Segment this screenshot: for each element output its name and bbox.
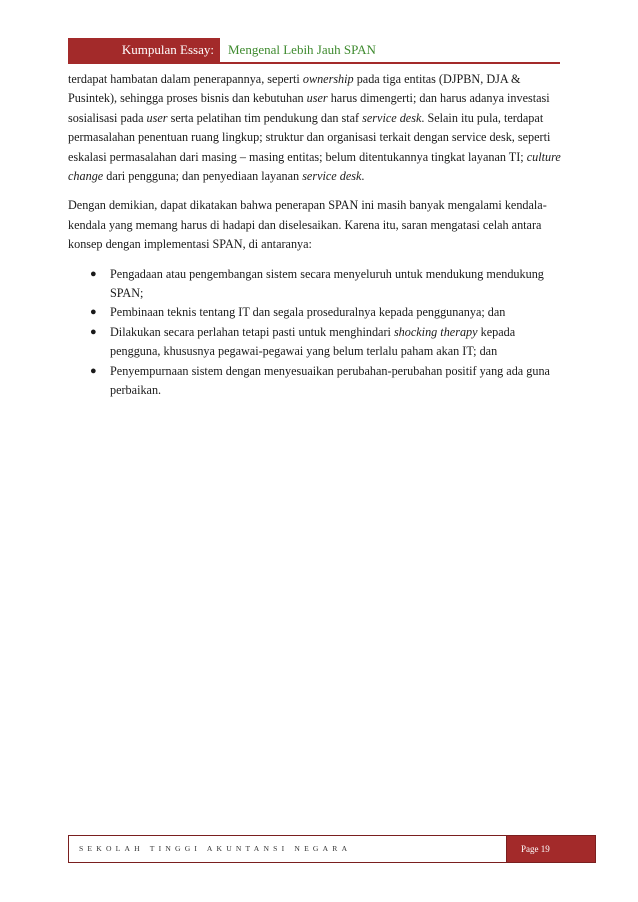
p1-text-6: dari pengguna; dan penyediaan layanan (103, 169, 303, 184)
list-item (68, 265, 562, 304)
bullet-icon: ● (90, 325, 97, 338)
p1-term-user-1: user (306, 91, 328, 106)
list-item-text-1: Dilakukan secara perlahan tetapi pasti untuk menghindari (110, 324, 394, 339)
suggestion-list (68, 265, 562, 401)
list-item-text: Pembinaan teknis tentang IT dan segala proseduralnya kepada penggunanya; dan (110, 305, 506, 320)
bullet-icon: ● (90, 267, 97, 280)
list-item (68, 362, 562, 401)
p1-term-service-desk-2: service desk (302, 169, 362, 184)
footer-institution: SEKOLAH TINGGI AKUNTANSI NEGARA (69, 836, 507, 862)
paragraph-2: Dengan demikian, dapat dikatakan bahwa penerapan SPAN ini masih banyak mengalami kendala-kendala yang memang harus di hadapi dan diselesaikan. Karena itu, saran mengatasi celah antara konsep dengan implementasi SPAN, di antaranya: (68, 198, 547, 252)
list-item-term-shocking-therapy: shocking therapy (393, 324, 478, 339)
paragraph-1 (68, 70, 562, 186)
p1-text-5: . Selain itu pula, terdapat permasalahan penentuan ruang lingkup; struktur dan organisasi terkait dengan service desk, seperti eskalasi permasalahan dari masing – masing entitas; belum ditentukannya tingkat layanan TI; (68, 110, 551, 164)
p1-term-culture-change: culture change (68, 149, 561, 184)
list-item (68, 323, 562, 362)
p1-text-3: harus dimengerti; dan harus adanya investasi sosialisasi pada (68, 91, 550, 125)
bullet-icon: ● (90, 306, 97, 319)
p1-text-4: serta pelatihan tim pendukung dan staf (167, 110, 363, 125)
bullet-icon: ● (90, 364, 97, 377)
list-item-text: Pengadaan atau pengembangan sistem secara menyeluruh untuk mendukung mendukung SPAN; (110, 266, 544, 301)
p1-text-1: terdapat hambatan dalam penerapannya, seperti (68, 72, 303, 86)
document-body (68, 70, 562, 401)
list-item-text: Penyempurnaan sistem dengan menyesuaikan perubahan-perubahan positif yang ada guna perbaikan. (110, 363, 550, 398)
p1-term-service-desk-1: service desk (362, 110, 422, 125)
page-number: Page 19 (507, 836, 595, 862)
header-subtitle: Mengenal Lebih Jauh SPAN (228, 42, 376, 57)
page-header (68, 38, 560, 62)
p1-term-user-2: user (146, 110, 168, 125)
header-divider (68, 62, 560, 64)
header-title-block: Kumpulan Essay: (68, 38, 220, 62)
p1-text-7: . (361, 169, 365, 184)
page-footer (68, 835, 596, 863)
p1-term-ownership: ownership (302, 72, 354, 86)
p1-text-2: pada tiga entitas (DJPBN, DJA & Pusintek), sehingga proses bisnis dan kebutuhan (68, 72, 521, 106)
list-item-text-2: kepada pengguna, khususnya pegawai-pegawai yang belum terlalu paham akan IT; dan (110, 324, 516, 359)
list-item (68, 303, 562, 322)
